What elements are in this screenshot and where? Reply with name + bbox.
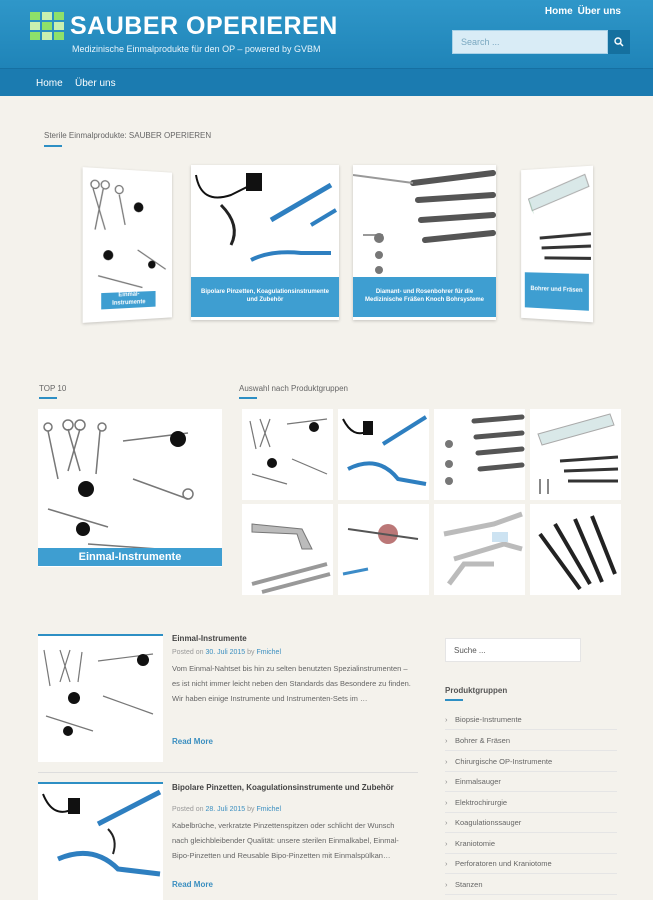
group-tile-drills[interactable] (434, 409, 525, 500)
category-item[interactable] (445, 854, 617, 874)
group-tile-coagulation[interactable] (338, 504, 429, 595)
slider-title: Sterile Einmalprodukte: SAUBER OPERIEREN (44, 131, 212, 140)
sidebar-search-input[interactable]: Suche ... (445, 638, 581, 662)
post-thumbnail[interactable] (38, 782, 163, 900)
category-item[interactable] (445, 813, 617, 833)
post-meta-by: by (247, 649, 255, 656)
post-title[interactable]: Bipolare Pinzetten, Koagulationsinstrumente und Zubehör (172, 783, 394, 792)
nav-item-about[interactable]: Über uns (75, 78, 116, 89)
category-item[interactable] (445, 793, 617, 813)
post-thumbnail[interactable] (38, 634, 163, 762)
post-meta (172, 649, 281, 656)
slide-einmal-instrumente[interactable] (83, 167, 172, 323)
post-date[interactable]: 28. Juli 2015 (205, 806, 246, 813)
post-date[interactable]: 30. Juli 2015 (205, 649, 246, 656)
category-item[interactable] (445, 834, 617, 854)
groups-title-underline (239, 397, 257, 399)
slide-caption: Bohrer und Fräsen (525, 272, 589, 311)
top10-caption[interactable]: Einmal-Instrumente (38, 548, 222, 566)
post-meta-prefix: Posted on (172, 806, 204, 813)
post-title[interactable]: Einmal-Instrumente (172, 634, 247, 643)
drill-bits-image (434, 409, 525, 500)
main-nav (0, 68, 653, 96)
chevron-right-icon: › (445, 798, 448, 807)
read-more-link[interactable]: Read More (172, 880, 213, 889)
group-tile-punches[interactable] (242, 504, 333, 595)
post-excerpt: Vom Einmal-Nahtset bis hin zu selten benutzten Spezialinstrumenten – es ist nicht immer leicht neben den Standards das Besondere zu finden. Wir haben einige Instrumente und Instrumenten-Sets im … (172, 664, 411, 703)
nav-item-home[interactable]: Home (36, 78, 63, 89)
instruments-image (242, 409, 333, 500)
category-label: Koagulationssauger (455, 818, 522, 827)
top10-title-underline (39, 397, 57, 399)
chevron-right-icon: › (445, 818, 448, 827)
category-item[interactable] (445, 731, 617, 751)
suction-tubes-image (434, 504, 525, 595)
post-excerpt: Kabelbrüche, verkratzte Pinzettenspitzen oder schlicht der Wunsch nach gleichbleibender Qualität: unsere sterilen Einmalkabel, Einmal-Bipo-Pinzetten und Reusable Bipo-Pinzetten mit Einmalspülkan… (172, 821, 399, 860)
slider-title-underline (44, 145, 62, 147)
chevron-right-icon: › (445, 777, 448, 786)
category-label: Bohrer & Fräsen (455, 736, 511, 745)
post-author[interactable]: Fmichel (256, 806, 282, 813)
category-label: Biopsie-Instrumente (455, 715, 522, 724)
instruments-image (38, 409, 222, 567)
group-tile-instruments[interactable] (242, 409, 333, 500)
post-author[interactable]: Fmichel (256, 649, 282, 656)
category-label: Elektrochirurgie (455, 798, 508, 807)
sidebar-heading-underline (445, 699, 463, 701)
group-tile-perforators[interactable] (530, 504, 621, 595)
category-item[interactable] (445, 772, 617, 792)
post-meta-prefix: Posted on (172, 649, 204, 656)
category-item[interactable] (445, 710, 617, 730)
group-tile-drill-box[interactable] (530, 409, 621, 500)
slide-diamant[interactable] (353, 165, 496, 320)
site-header (0, 0, 653, 68)
search-icon (614, 37, 624, 47)
slide-caption: Bipolare Pinzetten, Koagulationsinstrumente und Zubehör (191, 277, 339, 317)
group-tile-suction[interactable] (434, 504, 525, 595)
top-link-about[interactable]: Über uns (577, 6, 621, 17)
sidebar-heading: Produktgruppen (445, 686, 508, 695)
top10-title: TOP 10 (39, 384, 67, 393)
site-tagline: Medizinische Einmalprodukte für den OP – powered by GVBM (72, 44, 321, 54)
chevron-right-icon: › (445, 757, 448, 766)
post-meta-by: by (247, 806, 255, 813)
category-label: Stanzen (455, 880, 483, 889)
slide-caption: Diamant- und Rosenbohrer für die Medizinische Fräßen Knoch Bohrsysteme (353, 277, 496, 317)
bipolar-forceps-image (38, 784, 163, 900)
chevron-right-icon: › (445, 880, 448, 889)
site-title[interactable]: SAUBER OPERIEREN (70, 12, 338, 40)
category-item[interactable] (445, 752, 617, 772)
category-label: Kraniotomie (455, 839, 496, 848)
site-logo-icon[interactable] (30, 12, 64, 40)
category-item[interactable] (445, 875, 617, 895)
perforators-image (530, 504, 621, 595)
chevron-right-icon: › (445, 839, 448, 848)
top-link-home[interactable]: Home (544, 6, 573, 17)
groups-title: Auswahl nach Produktgruppen (239, 384, 348, 393)
bipolar-forceps-image (338, 409, 429, 500)
category-label: Einmalsauger (455, 777, 501, 786)
instruments-image (38, 636, 163, 762)
slide-bipolar[interactable] (191, 165, 339, 320)
punch-instruments-image (242, 504, 333, 595)
group-tile-bipolar[interactable] (338, 409, 429, 500)
slide-caption: Einmal-Instrumente (101, 291, 155, 309)
drill-box-image (530, 409, 621, 500)
slide-bohrer[interactable] (521, 166, 593, 323)
chevron-right-icon: › (445, 715, 448, 724)
chevron-right-icon: › (445, 736, 448, 745)
chevron-right-icon: › (445, 859, 448, 868)
search-button[interactable] (608, 30, 630, 54)
post-divider (38, 772, 418, 773)
category-label: Chirurgische OP-Instrumente (455, 757, 553, 766)
read-more-link[interactable]: Read More (172, 737, 213, 746)
post-meta (172, 806, 281, 813)
top10-featured-tile[interactable] (38, 409, 222, 567)
top-links (545, 6, 621, 17)
category-label: Perforatoren und Kraniotome (455, 859, 552, 868)
coagulation-image (338, 504, 429, 595)
header-search-input[interactable]: Search ... (452, 30, 608, 54)
